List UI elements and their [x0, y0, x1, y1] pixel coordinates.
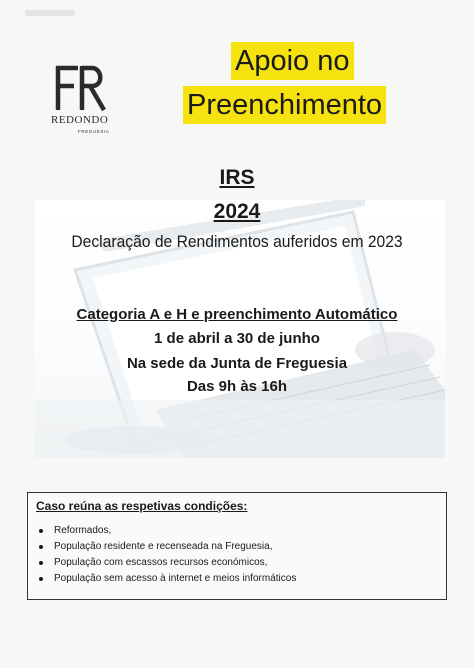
list-item-text: População sem acesso à internet e meios informáticos [54, 573, 297, 584]
list-item [36, 555, 296, 571]
year-title: 2024 [213, 200, 261, 223]
opening-hours: Das 9h às 16h [186, 378, 288, 395]
fr-monogram-icon [52, 64, 108, 112]
list-item [36, 571, 296, 587]
logo-name: REDONDO [51, 114, 109, 126]
list-item-text: População residente e recenseada na Freguesia, [54, 541, 273, 552]
bullet-icon [39, 561, 43, 565]
list-item [36, 539, 296, 555]
irs-title: IRS [219, 166, 255, 189]
logo-subtitle: FREGUESIA [78, 129, 110, 134]
scan-artifact [25, 10, 75, 16]
declaration-subtitle: Declaração de Rendimentos auferidos em 2023 [71, 232, 403, 251]
list-item [36, 523, 296, 539]
conditions-box [27, 492, 447, 600]
bullet-icon [39, 545, 43, 549]
conditions-list [36, 523, 296, 587]
conditions-title: Caso reúna as respetivas condições: [36, 499, 248, 513]
list-item-text: População com escassos recursos económicos, [54, 557, 268, 568]
location: Na sede da Junta de Freguesia [126, 355, 348, 372]
headline-line-2: Preenchimento [183, 86, 386, 124]
headline-line-1: Apoio no [231, 42, 354, 80]
bullet-icon [39, 577, 43, 581]
freguesia-logo [46, 64, 126, 146]
category-heading: Categoria A e H e preenchimento Automático [76, 306, 398, 323]
bullet-icon [39, 529, 43, 533]
headline [183, 42, 423, 142]
list-item-text: Reformados, [54, 525, 112, 536]
date-range: 1 de abril a 30 de junho [154, 330, 320, 347]
